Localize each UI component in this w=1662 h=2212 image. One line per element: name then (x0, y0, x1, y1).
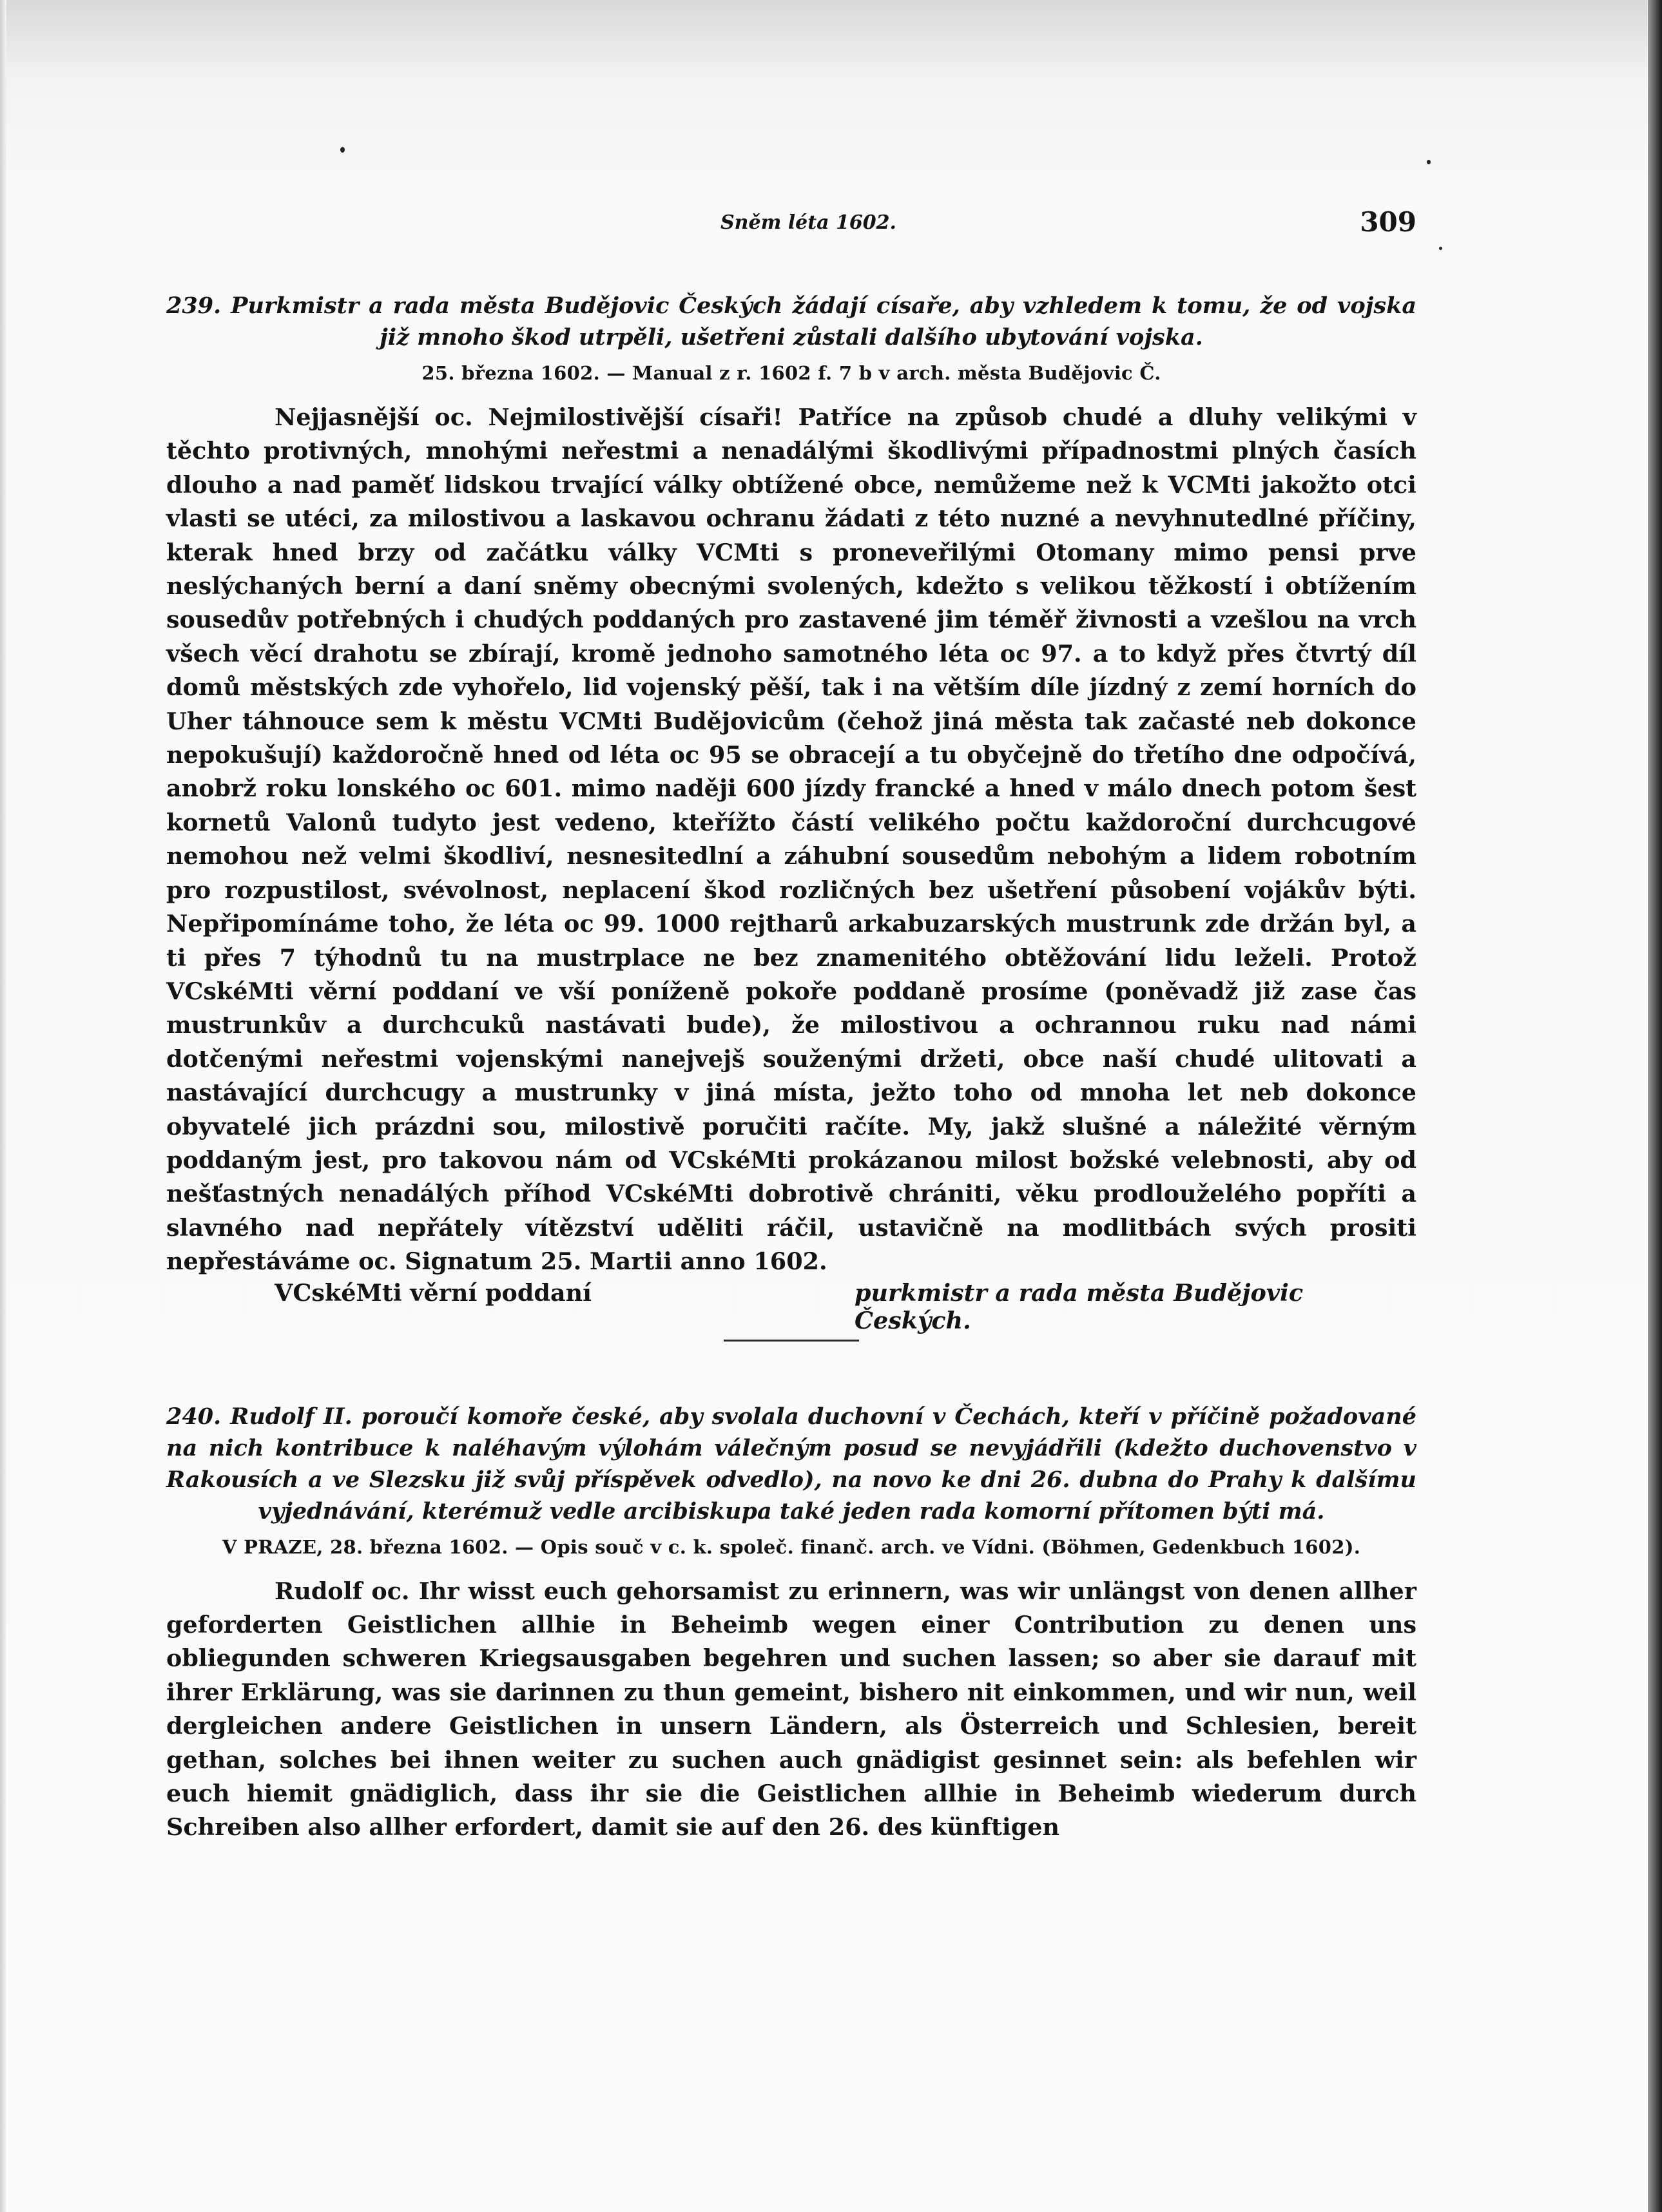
document-239 (166, 290, 1416, 1334)
section-divider (724, 1340, 859, 1342)
scan-left-edge (0, 0, 6, 2212)
scan-right-edge (1648, 0, 1662, 2212)
signature-right: purkmistr a rada města Budějovic Českých. (855, 1278, 1304, 1334)
document-240 (166, 1401, 1416, 1845)
page-number: 309 (1360, 206, 1416, 238)
dust-speck (1427, 160, 1431, 164)
source-note: 25. března 1602. — Manual z r. 1602 f. 7 b v arch. města Budějovic Č. (421, 362, 1161, 384)
running-title: Sněm léta 1602. (720, 211, 896, 234)
regest-heading: 239. Purkmistr a rada města Budějovic Českých žádají císaře, aby vzhledem k tomu, že od vojska již mnoho škod utrpěli, ušetřeni zůstali dalšího ubytování vojska. (166, 293, 1416, 351)
document-text: Rudolf oc. Ihr wisst euch gehorsamist zu erinnern, was wir unlängst von denen allher geforderten Geistlichen allhie in Beheimb wegen einer Contribution zu denen uns obliegunden schweren Kriegsausgaben begehren und suchen lassen; so aber sie darauf mit ihrer Erklärung, was sie darinnen zu thun gemeint, bishero nit einkommen, und wir nun, weil dergleichen andere Geistlichen in unsern Ländern, als Österreich und Schlesien, bereit gethan, solches bei ihnen weiter zu suchen auch gnädigist gesinnet sein: als befehlen wir euch hiemit gnädiglich, dass ihr sie die Geistlichen allhie in Beheimb wiederum durch Schreiben also allher erfordert, damit sie auf den 26. des künftigen (166, 1577, 1416, 1842)
spacer (166, 245, 1416, 290)
source-note: V PRAZE, 28. března 1602. — Opis souč v c. k. společ. finanč. arch. ve Vídni. (Böhmen, Gedenkbuch 1602). (222, 1535, 1361, 1558)
document-text: Nejjasnější oc. Nejmilostivější císaři! Patříce na způsob chudé a dluhy velikými v těchto protivných, mnohými neřestmi a nenadálými škodlivými případnostmi plných časích dlouho a nad paměť lidskou trvající války obtížené obce, nemůžeme než k VCMti jakožto otci vlasti se utéci, za milostivou a laskavou ochranu žádati z této nuzné a nevyhnutedlné příčiny, kterak hned brzy od začátku války VCMti s proneveřilými Otomany mimo pensi prve neslýchaných berní a daní sněmy obecnými svolených, kdežto s velikou těžkostí i obtížením sousedův potřebných i chudých poddaných pro zastavené jim téměř živnosti a vzešlou na vrch všech věcí drahotu se zbírají, kromě jednoho samotného léta oc 97. a to když přes čtvrtý díl domů městských zde vyhořelo, lid vojenský pěší, tak i na větším díle jízdný z zemí horních do Uher táhnouce sem k městu VCMti Budějovicům (čehož jiná města tak začasté neb dokonce nepokušují) každoročně hned od léta oc 95 se obracejí a tu obyčejně do třetího dne odpočívá, anobrž roku lonského oc 601. mimo naději 600 jízdy francké a hned v málo dnech potom šest kornetů Valonů tudyto jest vedeno, kteřížto částí velikého počtu každoroční durchcugové nemohou než velmi škodliví, nesnesitedlní a záhubní sousedům nebohým a lidem robotním pro rozpustilost, svévolnost, neplacení škod rozličných bez ušetření působení vojákův býti. Nepřipomínáme toho, že léta oc 99. 1000 rejtharů arkabuzarských mustrunk zde držán byl, a ti přes 7 týhodnů tu na mustrplace ne bez znamenitého obtěžování lidu leželi. Protož VCskéMti věrní poddaní ve vší poníženě pokoře poddaně prosíme (poněvadž již zase čas mustrunkův a durchcuků nastávati bude), že milostivou a ochrannou ruku nad námi dotčenými neřestmi vojenskými nanejvejš souženými držeti, obce naší chudé ulitovati a nastávající durchcugy a mustrunky v jiná místa, ježto toho od mnoha let neb dokonce obyvatelé jich prázdni sou, milostivě poručiti račíte. My, jakž slušné a náležité věrným poddaným jest, pro takovou nám od VCskéMti prokázanou milost božské velebnosti, aby od nešťastných nenadálých příhod VCskéMti dobrotivě chrániti, věku prodlouželého popříti a slavného nad nepřátely vítězství uděliti ráčil, ustavičně na modlitbách svých prositi nepřestáváme oc. Signatum 25. Martii anno 1602. (166, 403, 1416, 1276)
signature-left: VCskéMti věrní poddaní (275, 1278, 592, 1307)
page-content (166, 206, 1416, 1845)
dust-speck (1439, 247, 1442, 250)
running-head (166, 206, 1416, 245)
signature-row (166, 1278, 1416, 1334)
dust-speck (340, 147, 345, 153)
regest-heading: 240. Rudolf II. poroučí komoře české, aby svolala duchovní v Čechách, kteří v příčině požadované na nich kontribuce k naléhavým výlohám válečným posud se nevyjádřili (kdežto duchovenstvo v Rakousích a ve Slezsku již svůj příspěvek odvedlo), na novo ke dni 26. dubna do Prahy k dalšímu vyjednávání, kterémuž vedle arcibiskupa také jeden rada komorní přítomen býti má. (166, 1403, 1416, 1524)
